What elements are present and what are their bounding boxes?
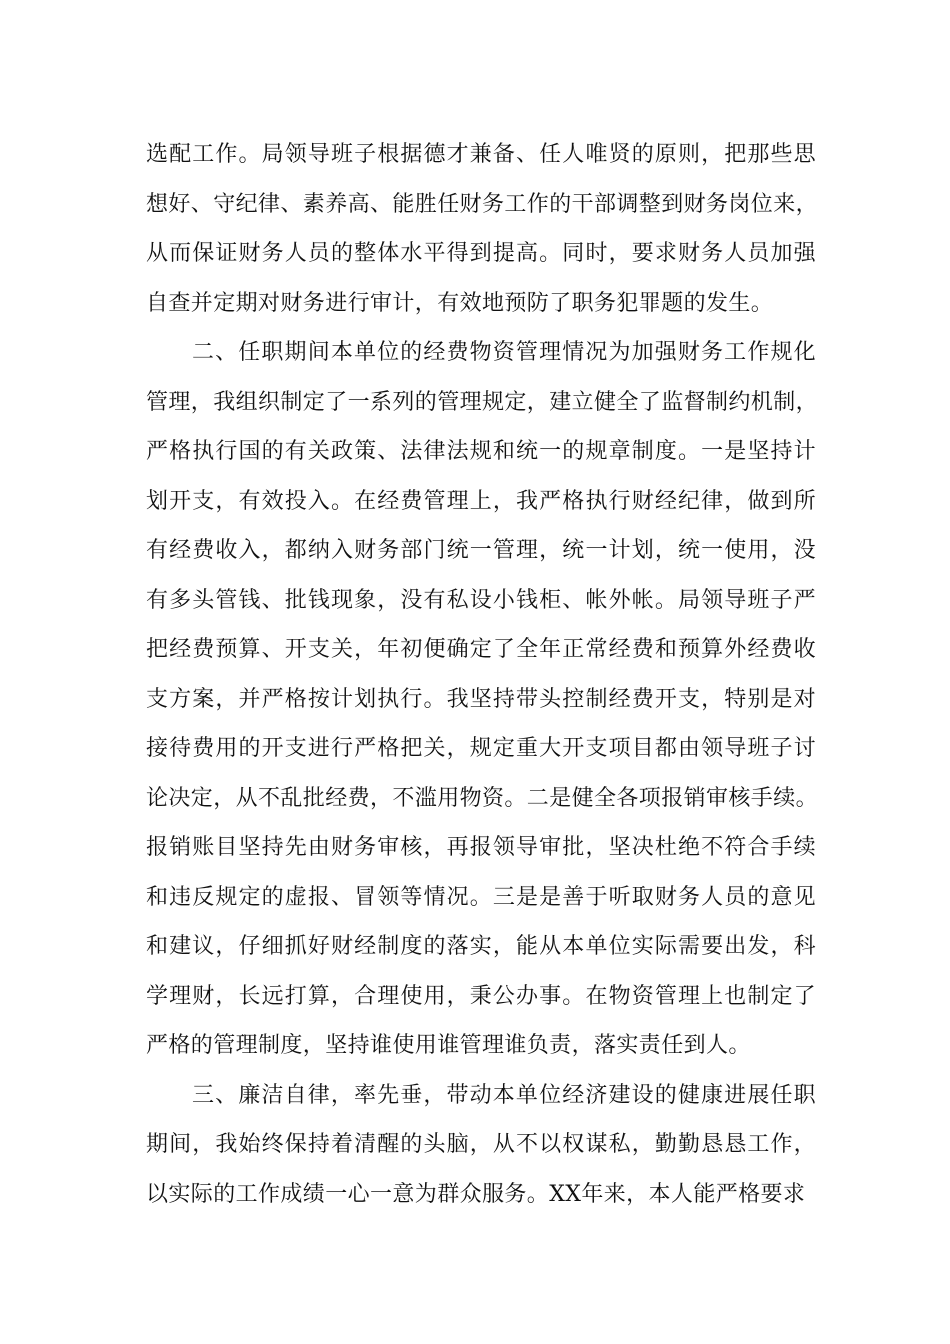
text-line: 想好、守纪律、素养高、能胜任财务工作的干部调整到财务岗位来，: [146, 191, 819, 217]
text-line: 有多头管钱、批钱现象，没有私设小钱柜、帐外帐。局领导班子严: [146, 587, 816, 613]
text-line: 学理财，长远打算，合理使用，秉公办事。在物资管理上也制定了: [146, 983, 816, 1009]
text-line: 期间，我始终保持着清醒的头脑，从不以权谋私，勤勤恳恳工作，: [146, 1132, 816, 1157]
text-line: 和建议，仔细抓好财经制度的落实，能从本单位实际需要出发，科: [146, 934, 816, 959]
text-line: 以实际的工作成绩一心一意为群众服务。XX年来，本人能严格要求: [146, 1181, 806, 1207]
text-line: 自查并定期对财务进行审计，有效地预防了职务犯罪题的发生。: [146, 290, 774, 316]
text-line: 管理，我组织制定了一系列的管理规定，建立健全了监督制约机制，: [146, 389, 819, 415]
text-line: 严格执行国的有关政策、法律法规和统一的规章制度。一是坚持计: [146, 439, 816, 464]
text-line: 把经费预算、开支关，年初便确定了全年正常经费和预算外经费收: [146, 637, 816, 662]
text-line: 和违反规定的虚报、冒领等情况。三是是善于听取财务人员的意见: [146, 884, 816, 910]
text-line: 选配工作。局领导班子根据德才兼备、任人唯贤的原则，把那些思: [146, 142, 816, 167]
body-text: [146, 130, 819, 1219]
text-line: 三、廉洁自律，率先垂，带动本单位经济建设的健康进展任职: [192, 1082, 816, 1108]
text-line: 二、任职期间本单位的经费物资管理情况为加强财务工作规化: [192, 340, 816, 365]
text-line: 报销账目坚持先由财务审核，再报领导审批，坚决杜绝不符合手续: [146, 835, 816, 860]
text-line: 论决定，从不乱批经费，不滥用物资。二是健全各项报销审核手续。: [146, 785, 819, 811]
text-line: 严格的管理制度，坚持谁使用谁管理谁负责，落实责任到人。: [146, 1033, 751, 1058]
text-line: 划开支，有效投入。在经费管理上，我严格执行财经纪律，做到所: [146, 488, 816, 514]
text-line: 从而保证财务人员的整体水平得到提高。同时，要求财务人员加强: [146, 241, 816, 266]
text-line: 接待费用的开支进行严格把关，规定重大开支项目都由领导班子讨: [146, 736, 816, 761]
text-line: 支方案，并严格按计划执行。我坚持带头控制经费开支，特别是对: [146, 686, 816, 712]
text-line: 有经费收入，都纳入财务部门统一管理，统一计划，统一使用，没: [146, 538, 816, 563]
